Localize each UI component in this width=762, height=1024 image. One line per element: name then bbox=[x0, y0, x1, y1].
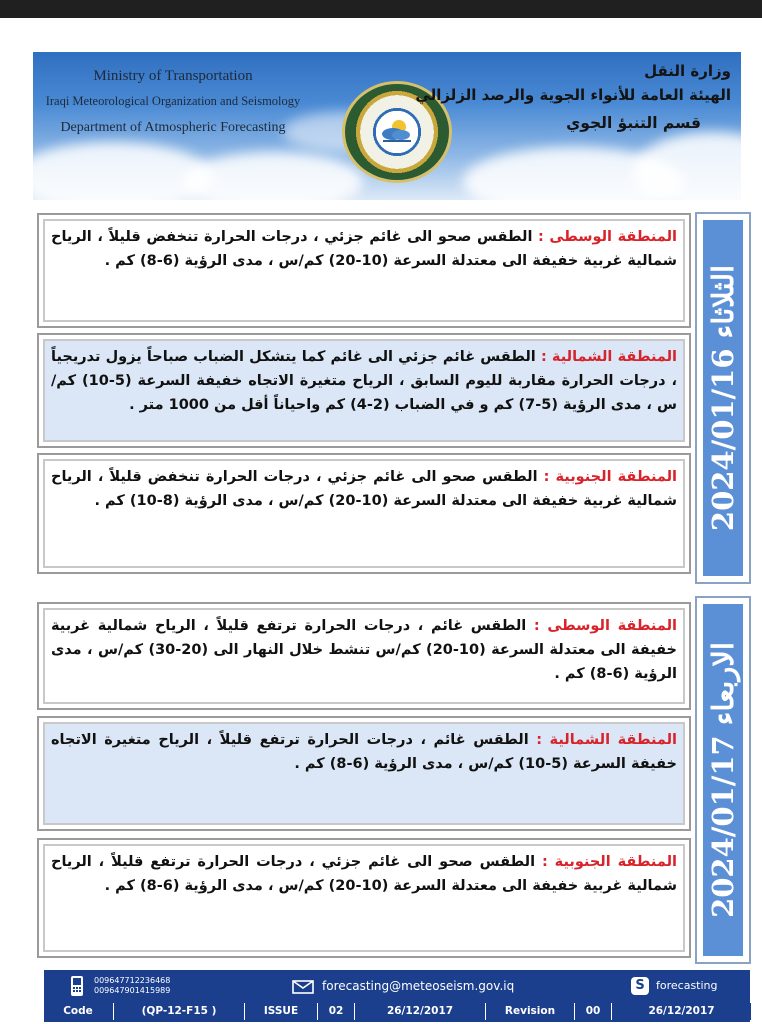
forecast-box-day2-north bbox=[37, 716, 691, 831]
region-forecast: الطقس صحو الى غائم جزئي ، درجات الحرارة ترتفع قليلاً ، الرياح شمالية غربية خفيفة الى معتدلة السرعة (10-20) كم/س ، مدى الرؤية (6-8) كم . bbox=[51, 854, 677, 894]
revision-number: 00 bbox=[574, 1003, 611, 1020]
region-name: المنطقة الجنوبية : bbox=[541, 854, 677, 870]
issue-date: 26/12/2017 bbox=[354, 1003, 485, 1020]
region-forecast: الطقس غائم ، درجات الحرارة ترتفع قليلاً ، الرياح متغيرة الاتجاه خفيفة السرعة (5-10) كم/س ، مدى الرؤية (6-8) كم . bbox=[51, 732, 677, 772]
envelope-icon bbox=[292, 980, 314, 994]
region-name: المنطقة الشمالية : bbox=[540, 349, 677, 365]
region-name: المنطقة الجنوبية : bbox=[543, 469, 677, 485]
date-bar-day1 bbox=[695, 212, 751, 584]
header-ar-department: قسم التنبؤ الجوي bbox=[566, 114, 701, 132]
skype-handle: forecasting bbox=[656, 979, 718, 992]
header-en-department: Department of Atmospheric Forecasting bbox=[60, 120, 286, 135]
region-forecast: الطقس غائم ، درجات الحرارة ترتفع قليلاً ، الرياح شمالية غربية خفيفة الى معتدلة السرعة (10-20) كم/س تنشط خلال النهار الى (20-30) كم/س ، مدى الرؤية (6-8) كم . bbox=[51, 618, 678, 682]
phone-number: 009647712236468 bbox=[94, 976, 171, 985]
header-en-ministry: Ministry of Transportation bbox=[93, 68, 253, 84]
email-address[interactable]: forecasting@meteoseism.gov.iq bbox=[322, 979, 515, 993]
forecast-text bbox=[51, 614, 677, 686]
code-label: Code bbox=[44, 1003, 112, 1020]
code-value: (QP-12-F15 ) bbox=[113, 1003, 244, 1020]
cloud-decoration bbox=[33, 142, 213, 200]
region-forecast: الطقس صحو الى غائم جزئي ، درجات الحرارة تنخفض قليلاً ، الرياح شمالية غربية خفيفة الى معتدلة السرعة (10-20) كم/س ، مدى الرؤية (6-8) كم . bbox=[51, 229, 677, 269]
issue-label: ISSUE bbox=[244, 1003, 317, 1020]
forecast-box-day2-south bbox=[37, 838, 691, 958]
forecast-box-day1-central bbox=[37, 213, 691, 328]
forecast-text bbox=[51, 465, 677, 513]
issue-number: 02 bbox=[317, 1003, 354, 1020]
forecast-text bbox=[51, 345, 677, 417]
phone-number: 009647901415989 bbox=[94, 986, 171, 995]
cloud-decoration bbox=[183, 152, 363, 200]
date-label: الاربعاء 2024/01/17 bbox=[706, 642, 740, 918]
revision-label: Revision bbox=[485, 1003, 574, 1020]
skype-icon: S bbox=[631, 977, 649, 995]
phone-icon bbox=[70, 975, 84, 997]
forecast-box-day2-central bbox=[37, 602, 691, 710]
region-name: المنطقة الوسطى : bbox=[538, 229, 677, 245]
header-en-organization: Iraqi Meteorological Organization and Seismology bbox=[45, 94, 301, 108]
region-forecast: الطقس غائم جزئي الى غائم كما يتشكل الضباب صباحاً يزول تدريجياً ، درجات الحرارة مقاربة لليوم السابق ، الرياح متغيرة الاتجاه خفيفة السرعة (5-10) كم/س ، مدى الرؤية (5-7) كم و في الضباب (2-4) كم واحياناً أقل من 1000 متر . bbox=[51, 349, 677, 413]
forecast-text bbox=[51, 850, 677, 898]
cloud-sun-icon bbox=[379, 116, 415, 146]
region-name: المنطقة الوسطى : bbox=[533, 618, 677, 634]
forecast-box-day1-north bbox=[37, 333, 691, 448]
region-forecast: الطقس صحو الى غائم جزئي ، درجات الحرارة تنخفض قليلاً ، الرياح شمالية غربية خفيفة الى معتدلة السرعة (10-20) كم/س ، مدى الرؤية (8-10) كم . bbox=[51, 469, 677, 509]
forecast-box-day1-south bbox=[37, 453, 691, 574]
date-label: الثلاثاء 2024/01/16 bbox=[706, 264, 740, 532]
top-bar bbox=[0, 0, 762, 18]
region-name: المنطقة الشمالية : bbox=[536, 732, 677, 748]
date-bar-day2 bbox=[695, 596, 751, 964]
header-ar-ministry: وزارة النقل bbox=[644, 62, 731, 80]
footer bbox=[44, 970, 750, 1022]
document-control-row bbox=[44, 1003, 750, 1020]
revision-date: 26/12/2017 bbox=[611, 1003, 751, 1020]
header-ar-organization: الهيئة العامة للأنواء الجوية والرصد الزلزالي bbox=[415, 86, 731, 104]
forecast-text bbox=[51, 225, 677, 273]
forecast-text bbox=[51, 728, 677, 776]
footer-contacts bbox=[44, 970, 750, 1002]
header-banner bbox=[33, 52, 741, 200]
cloud-decoration bbox=[633, 132, 741, 200]
